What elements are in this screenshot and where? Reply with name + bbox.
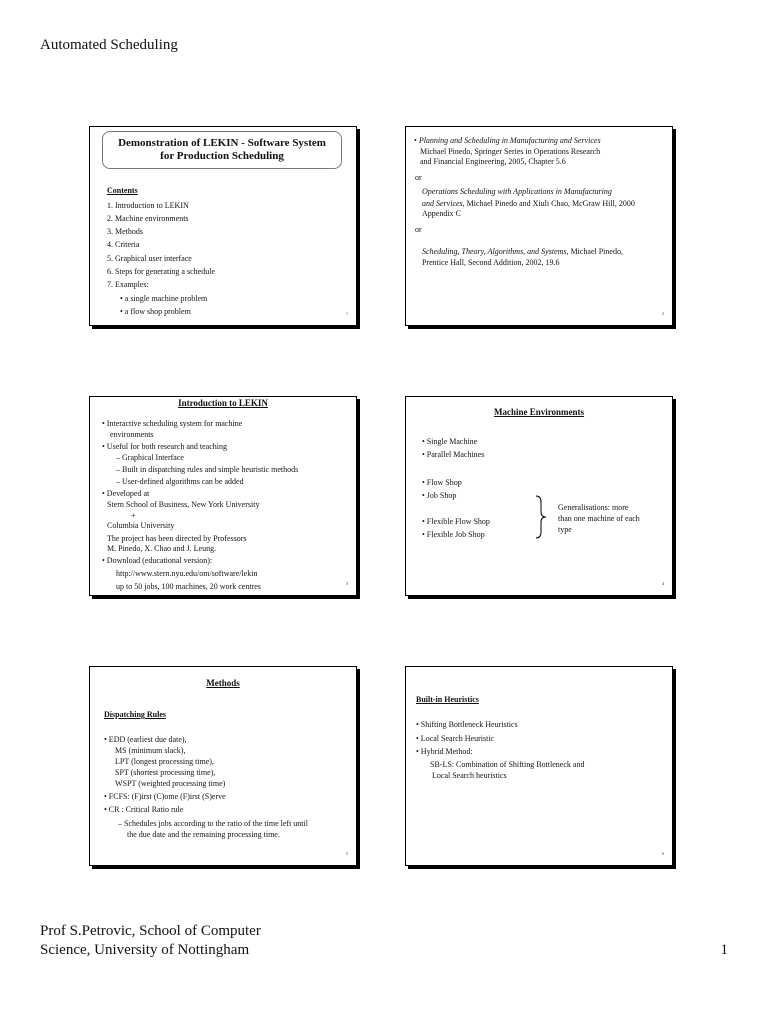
reference-2-title (422, 187, 612, 197)
sub-bullet-line: – User-defined algorithms can be added (116, 477, 244, 486)
rule-line: • EDD (earliest due date), (104, 735, 187, 744)
heuristic-item: • Local Search Heuristic (416, 734, 495, 743)
reference-1-title: • Planning and Scheduling in Manufacturing and Services (414, 136, 601, 145)
bullet-line: The project has been directed by Professors (107, 534, 247, 543)
slide-1 (89, 126, 357, 326)
heuristic-sub-item: Local Search heuristics (432, 771, 507, 780)
generalisation-note: Generalisations: more (558, 503, 629, 512)
reference-3-authors: , Michael Pinedo, (566, 247, 623, 256)
slide-6-title: Built-in Heuristics (416, 695, 479, 704)
slide-number: 6 (662, 851, 664, 856)
page-footer-author (40, 922, 261, 960)
contents-item: 3. Methods (107, 227, 143, 236)
rule-line: • CR : Critical Ratio rule (104, 805, 184, 814)
reference-1-title-text: Planning and Scheduling in Manufacturing and Services (418, 136, 601, 145)
slide-3-title: Introduction to LEKIN (178, 398, 268, 408)
rule-line: SPT (shortest processing time), (115, 768, 216, 777)
page-header-title: Automated Scheduling (40, 37, 178, 53)
rule-sub-line: the due date and the remaining processing time. (127, 830, 280, 839)
reference-2-title-text: and Services (422, 199, 463, 208)
page-number: 1 (720, 942, 728, 958)
environment-item: • Job Shop (422, 491, 457, 500)
reference-2-line (422, 199, 635, 209)
reference-3-title (422, 247, 623, 257)
contents-item: 6. Steps for generating a schedule (107, 267, 215, 276)
bullet-line: Columbia University (107, 521, 175, 530)
reference-2-authors: , Michael Pinedo and Xiuli Chao, McGraw Hill, 2000 (462, 199, 635, 208)
contents-subitem: • a single machine problem (120, 294, 208, 303)
download-url: http://www.stern.nyu.edu/om/software/lekin (116, 569, 258, 578)
curly-brace-icon (533, 494, 547, 540)
slide-number: 2 (662, 311, 664, 316)
bullet-line: • Developed at (102, 489, 150, 498)
generalisation-note: type (558, 525, 572, 534)
sub-bullet-line: – Built in dispatching rules and simple heuristic methods (116, 465, 299, 474)
contents-item: 4. Criteria (107, 240, 140, 249)
reference-3-title-text: Scheduling, Theory, Algorithms, and Systems (422, 247, 567, 256)
rule-line: MS (minimum slack), (115, 746, 186, 755)
or-separator: or (415, 225, 422, 234)
reference-3-line: Prentice Hall, Second Addition, 2002, 19.6 (422, 258, 560, 267)
slide-number: 4 (662, 581, 664, 586)
generalisation-note: than one machine of each (558, 514, 640, 523)
rule-sub-line: – Schedules jobs according to the ratio of the time left until (118, 819, 308, 828)
slide-1-title-box (102, 131, 342, 169)
contents-item: 7. Examples: (107, 280, 149, 289)
contents-item: 5. Graphical user interface (107, 254, 192, 263)
bullet-line: environments (110, 430, 154, 439)
slide-number: 1 (346, 311, 348, 316)
reference-1-line: Michael Pinedo, Springer Series in Operations Research (420, 147, 601, 156)
slide-4 (405, 396, 673, 596)
sub-bullet-line: – Graphical Interface (116, 453, 184, 462)
heuristic-sub-item: SB-LS: Combination of Shifting Bottleneck and (430, 760, 585, 769)
slide-6 (405, 666, 673, 866)
contents-item: 1. Introduction to LEKIN (107, 201, 189, 210)
heuristic-item: • Shifting Bottleneck Heuristics (416, 720, 518, 729)
rule-line: LPT (longest processing time), (115, 757, 214, 766)
contents-item: 2. Machine environments (107, 214, 189, 223)
reference-2-line: Appendix C (422, 209, 461, 218)
environment-item: • Flexible Flow Shop (422, 517, 490, 526)
reference-1-line: and Financial Engineering, 2005, Chapter 5.6 (420, 157, 566, 166)
environment-item: • Flexible Job Shop (422, 530, 485, 539)
slide-2 (405, 126, 673, 326)
rule-line: WSPT (weighted processing time) (115, 779, 226, 788)
slide-5-title: Methods (206, 678, 240, 688)
slide-number: 3 (346, 581, 348, 586)
environment-item: • Parallel Machines (422, 450, 485, 459)
bullet-line: + (131, 511, 136, 520)
environment-item: • Single Machine (422, 437, 478, 446)
bullet-line: • Download (educational version): (102, 556, 213, 565)
footer-line-1: Prof S.Petrovic, School of Computer (40, 923, 261, 939)
contents-subitem: • a flow shop problem (120, 307, 191, 316)
dispatching-rules-heading: Dispatching Rules (104, 710, 167, 719)
slide-1-title-line-2: for Production Scheduling (160, 150, 284, 162)
bullet-line: up to 50 jobs, 100 machines, 20 work centres (116, 582, 261, 591)
or-separator: or (415, 173, 422, 182)
contents-heading: Contents (107, 186, 138, 195)
heuristic-item: • Hybrid Method: (416, 747, 473, 756)
rule-line: • FCFS: (F)irst (C)ome (F)irst (S)erve (104, 792, 226, 801)
bullet-line: Stern School of Business, New York University (107, 500, 260, 509)
slide-4-title: Machine Environments (493, 407, 585, 417)
bullet-line: M. Pinedo, X. Chao and J. Leung. (107, 544, 217, 553)
environment-item: • Flow Shop (422, 478, 462, 487)
slide-number: 5 (346, 851, 348, 856)
slide-3 (89, 396, 357, 596)
slide-1-title-line-1: Demonstration of LEKIN - Software System (118, 137, 326, 149)
reference-2-title-text: Operations Scheduling with Applications in Manufacturing (422, 187, 612, 196)
bullet-line: • Interactive scheduling system for machine (102, 419, 243, 428)
slide-5 (89, 666, 357, 866)
footer-line-2: Science, University of Nottingham (40, 942, 250, 958)
bullet-line: • Useful for both research and teaching (102, 442, 227, 451)
